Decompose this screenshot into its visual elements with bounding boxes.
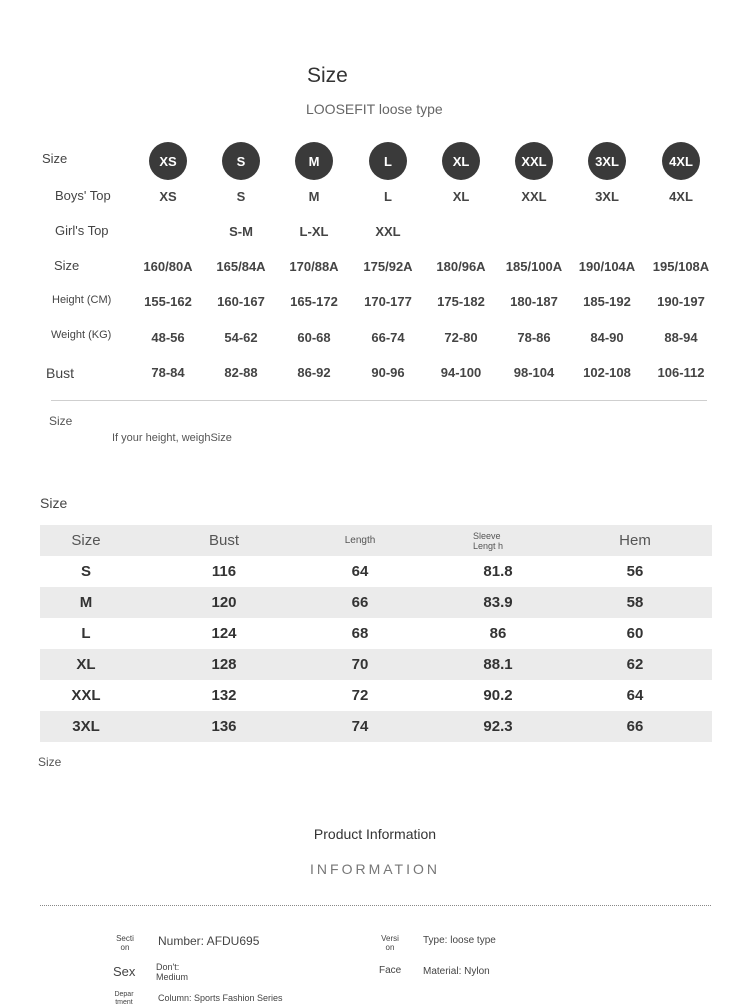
table-cell: 68 [351, 625, 369, 642]
size-cell: 78-86 [517, 330, 551, 345]
table-cell: 132 [211, 687, 237, 704]
table-cell: 66 [626, 718, 644, 735]
product-info-title: Product Information [313, 826, 437, 842]
table-cell: 64 [626, 687, 644, 704]
product-info-subtitle: INFORMATION [310, 861, 440, 877]
product-material: Material: Nylon [423, 966, 490, 977]
size-cell: 155-162 [144, 294, 192, 309]
table-cell: S [80, 563, 91, 580]
table-row [40, 556, 712, 587]
size-cell: 180-187 [510, 294, 558, 309]
size-cell: 60-68 [297, 330, 331, 345]
row-label-girls-top: Girl's Top [55, 223, 109, 238]
table-cell: 56 [626, 563, 644, 580]
size-cell: S [236, 189, 246, 204]
size-badge: 3XL [588, 142, 626, 180]
size-cell: 90-96 [371, 365, 405, 380]
dotted-divider [40, 905, 711, 906]
table-cell: 116 [211, 563, 237, 580]
size-cell: 3XL [595, 189, 619, 204]
row-label-size2: Size [54, 258, 80, 273]
size-cell: 190-197 [657, 294, 705, 309]
column-header: Hem [619, 532, 651, 549]
table-cell: 124 [211, 625, 237, 642]
dont-label: Don't: [156, 962, 180, 972]
size-cell: 160/80A [143, 259, 193, 274]
table-cell: M [79, 594, 93, 611]
table-header-row [40, 525, 712, 556]
product-number: Number: AFDU695 [158, 934, 260, 948]
size-badge: XS [149, 142, 187, 180]
size-cell: 98-104 [513, 365, 555, 380]
table-cell: 92.3 [483, 718, 513, 735]
dont-value: Medium [156, 972, 189, 982]
table-cell: 3XL [72, 718, 100, 735]
table-cell: 74 [351, 718, 369, 735]
size-cell: 54-62 [224, 330, 258, 345]
size-badge: M [295, 142, 333, 180]
table-cell: 128 [211, 656, 237, 673]
size-cell: M [308, 189, 320, 204]
table-row [40, 680, 712, 711]
department-label: Depar tment [114, 991, 134, 1006]
size-cell: XXL [375, 224, 401, 239]
measure-table-title: Size [40, 495, 68, 511]
size-note-suffix: Size [210, 432, 232, 444]
table-cell: 72 [351, 687, 369, 704]
size-cell: 82-88 [224, 365, 258, 380]
size-note-text [112, 432, 232, 444]
measurement-table [40, 525, 712, 742]
row-label-weight: Weight (KG) [51, 329, 112, 341]
table-cell: 120 [211, 594, 237, 611]
size-cell: 175-182 [437, 294, 485, 309]
size-cell: 195/108A [652, 259, 710, 274]
size-badge: 4XL [662, 142, 700, 180]
size-cell: 165/84A [216, 259, 266, 274]
sex-label: Sex [113, 964, 136, 979]
table-cell: 60 [626, 625, 644, 642]
table-cell: 88.1 [483, 656, 513, 673]
divider [51, 400, 707, 401]
page-title: Size [307, 64, 348, 87]
size-cell: XS [159, 189, 177, 204]
size-badge: L [369, 142, 407, 180]
table-cell: 81.8 [483, 563, 513, 580]
table-row [40, 711, 712, 742]
column-header: Bust [208, 532, 239, 549]
product-type: Type: loose type [423, 935, 496, 946]
section-label: Secti on [116, 934, 134, 952]
size-cell: 106-112 [657, 365, 705, 380]
size-cell: 180/96A [436, 259, 486, 274]
size-badge: XL [442, 142, 480, 180]
table-cell: 70 [351, 656, 369, 673]
table-cell: L [81, 625, 91, 642]
column-header: Size [71, 532, 101, 549]
size-cell: 48-56 [151, 330, 185, 345]
size-badge: S [222, 142, 260, 180]
face-label: Face [379, 965, 402, 976]
table-cell: 136 [211, 718, 237, 735]
table-cell: 62 [626, 656, 644, 673]
size-note-text-main: If your height, weigh [112, 432, 211, 444]
row-label-height: Height (CM) [52, 294, 112, 306]
size-cell: 102-108 [583, 365, 631, 380]
size-cell: 175/92A [363, 259, 413, 274]
size-cell: 170-177 [364, 294, 412, 309]
size-cell: XXL [521, 189, 547, 204]
size-cell: 170/88A [289, 259, 339, 274]
table-cell: XL [76, 656, 96, 673]
size-cell: 185-192 [583, 294, 631, 309]
row-label-boys-top: Boys' Top [55, 188, 111, 203]
table-row [40, 587, 712, 618]
size-cell: 78-84 [151, 365, 185, 380]
table-cell: 64 [351, 563, 369, 580]
size-cell: XL [452, 189, 470, 204]
size-note-label: Size [49, 414, 73, 428]
size-cell: 86-92 [297, 365, 331, 380]
table-cell: 83.9 [483, 594, 513, 611]
measure-footnote: Size [38, 755, 62, 769]
size-cell: 185/100A [505, 259, 563, 274]
product-column: Column: Sports Fashion Series [158, 993, 283, 1003]
table-cell: 58 [626, 594, 644, 611]
size-cell: L [384, 189, 392, 204]
size-cell: 94-100 [440, 365, 482, 380]
size-cell: 4XL [669, 189, 693, 204]
size-cell: 190/104A [578, 259, 636, 274]
row-label-size: Size [42, 151, 68, 166]
size-badge: XXL [515, 142, 553, 180]
column-header: Length [344, 535, 376, 546]
row-label-bust: Bust [46, 365, 75, 381]
dont-block [156, 962, 188, 982]
page-subtitle: LOOSEFIT loose type [306, 101, 443, 117]
size-cell: 88-94 [664, 330, 698, 345]
table-cell: XXL [71, 687, 101, 704]
table-row [40, 618, 712, 649]
table-cell: 66 [351, 594, 369, 611]
size-cell: 84-90 [590, 330, 624, 345]
column-header: Sleeve Lengt h [473, 531, 504, 551]
size-cell: 66-74 [371, 330, 405, 345]
size-cell: L-XL [299, 224, 329, 239]
size-cell: 72-80 [444, 330, 478, 345]
version-label: Versi on [381, 934, 399, 952]
size-cell: 165-172 [290, 294, 338, 309]
table-cell: 86 [489, 625, 507, 642]
size-cell: 160-167 [217, 294, 265, 309]
table-cell: 90.2 [483, 687, 513, 704]
size-cell: S-M [229, 224, 253, 239]
table-row [40, 649, 712, 680]
